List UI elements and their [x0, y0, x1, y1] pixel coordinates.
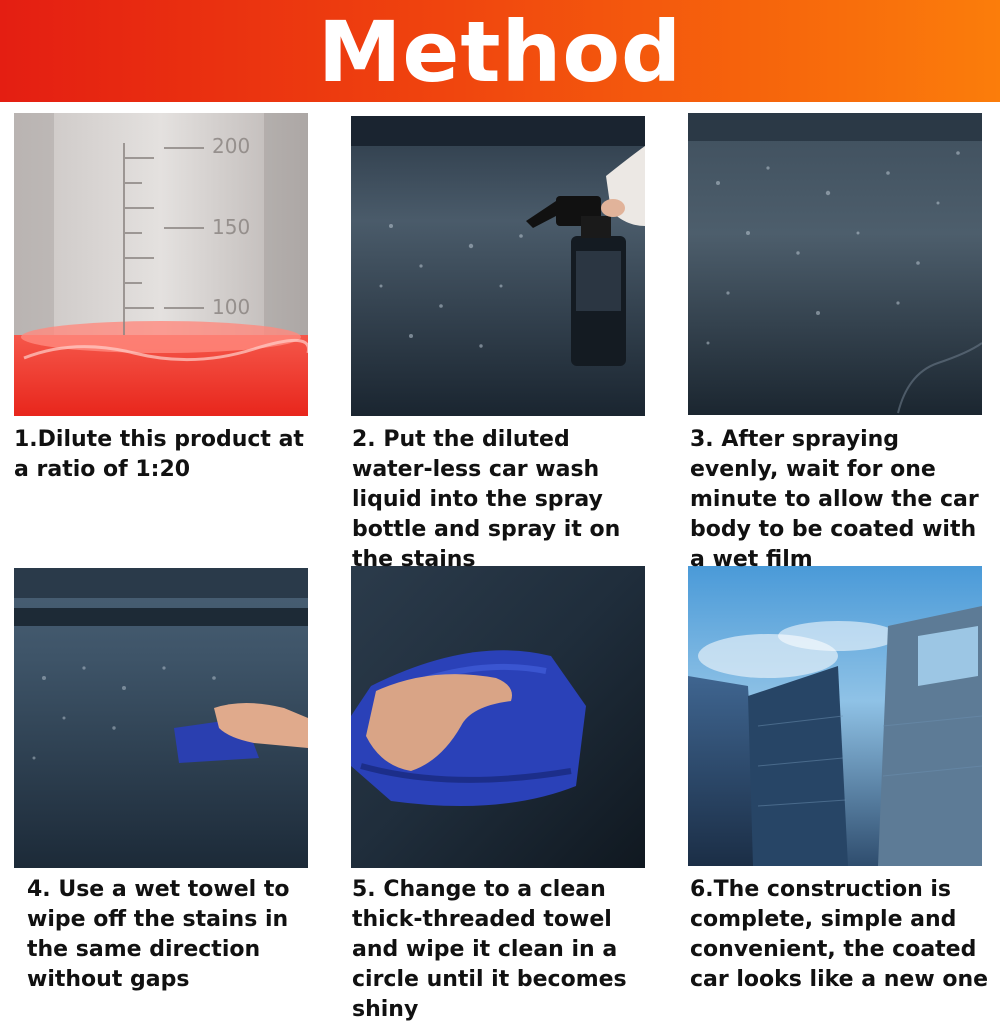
- measuring-beaker-icon: [14, 113, 308, 416]
- step-1-caption: 1.Dilute this product at a ratio of 1:20: [14, 427, 304, 482]
- banner-title: Method: [317, 3, 683, 101]
- step-3-photo: [688, 113, 982, 415]
- step-3-caption: 3. After spraying evenly, wait for one minute to allow the car body to be coated with a wet film: [690, 427, 979, 572]
- step-5-photo: [351, 566, 645, 868]
- step-6-photo: [688, 566, 982, 866]
- step-4-caption: 4. Use a wet towel to wipe off the stains in the same direction without gaps: [27, 877, 290, 992]
- step-6-caption: 6.The construction is complete, simple and convenient, the coated car looks like a new one: [690, 877, 989, 992]
- polishing-towel-icon: [351, 566, 645, 868]
- spray-bottle-icon: [351, 116, 645, 416]
- wet-car-surface-icon: [688, 113, 982, 415]
- step-1-photo: [14, 113, 308, 416]
- scale-label-200: 200: [212, 134, 251, 158]
- glossy-reflection-icon: [688, 566, 982, 866]
- wiping-towel-icon: [14, 568, 308, 868]
- step-5-caption: 5. Change to a clean thick-threaded towel and wipe it clean in a circle until it becomes shiny: [352, 877, 627, 1022]
- step-2-photo: [351, 116, 645, 416]
- scale-label-100: 100: [212, 295, 251, 319]
- scale-label-150: 150: [212, 215, 251, 239]
- step-2-caption: 2. Put the diluted water-less car wash liquid into the spray bottle and spray it on the stains: [352, 427, 621, 572]
- step-4-photo: [14, 568, 308, 868]
- header-banner: [0, 0, 1000, 102]
